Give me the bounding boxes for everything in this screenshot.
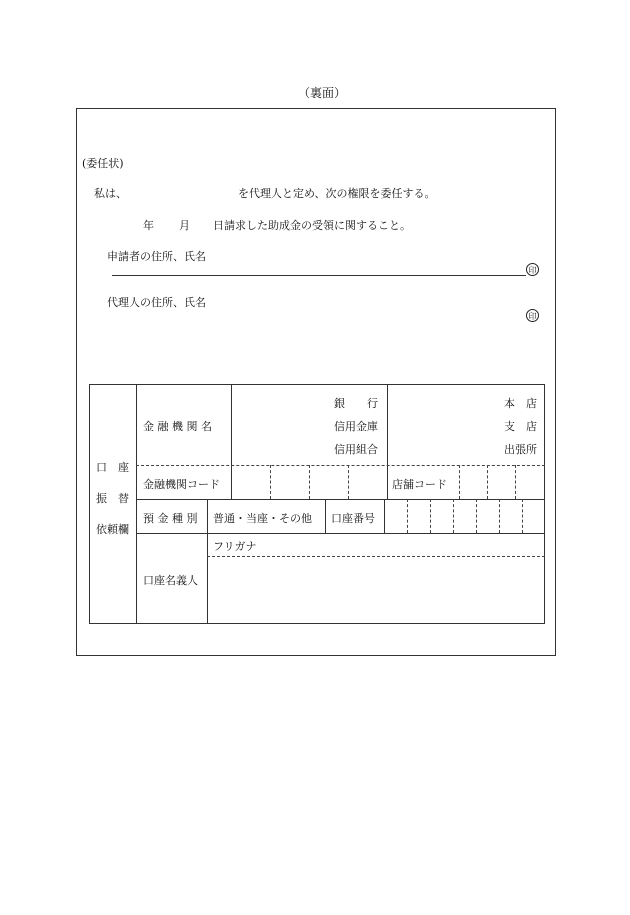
bank-code-field[interactable] (232, 466, 386, 498)
deposit-type-label: 預 金 種 別 (143, 512, 198, 525)
branch-code-field[interactable] (460, 466, 544, 498)
date-day-text: 日請求した助成金の受領に関すること。 (213, 219, 411, 232)
branch-code-label: 店舗コード (392, 478, 447, 491)
applicant-label: 申請者の住所、氏名 (107, 250, 206, 263)
furigana-separator (207, 556, 545, 557)
row-divider-2 (136, 533, 545, 534)
account-number-field[interactable] (385, 500, 544, 532)
deposit-label-divider (207, 499, 208, 624)
sentence1-suffix: を代理人と定め、次の権限を委任する。 (238, 187, 436, 200)
agent-field[interactable] (112, 304, 526, 320)
branch-type-main: 本 店 (504, 397, 537, 410)
date-year-label: 年 (143, 219, 154, 232)
agent-seal-icon: 印 (526, 309, 539, 322)
side-column-divider (136, 384, 137, 624)
branch-name-field[interactable] (390, 392, 496, 458)
section-title: (委任状) (82, 157, 124, 170)
date-month-label: 月 (179, 219, 190, 232)
branch-type-office: 出張所 (504, 443, 537, 456)
account-holder-label: 口座名義人 (143, 574, 198, 587)
applicant-underline (112, 275, 526, 276)
agent-name-field[interactable] (128, 183, 234, 199)
side-label-line3: 依頼欄 (96, 523, 129, 536)
deposit-type-options[interactable]: 普通・当座・その他 (213, 512, 312, 525)
bank-name-label: 金 融 機 関 名 (143, 420, 212, 433)
applicant-seal-icon: 印 (526, 263, 539, 276)
applicant-field[interactable] (112, 258, 526, 274)
deposit-options-divider (325, 499, 326, 533)
agent-label: 代理人の住所、氏名 (107, 296, 206, 309)
date-month-field[interactable] (157, 215, 177, 231)
bank-type-kumiai: 信用組合 (334, 443, 378, 456)
date-day-field[interactable] (193, 215, 211, 231)
side-label-line1: 口 座 (96, 461, 129, 474)
bank-code-label: 金融機関コード (143, 478, 220, 491)
furigana-field[interactable] (262, 536, 542, 554)
branch-type-branch: 支 店 (504, 420, 537, 433)
bank-name-field[interactable] (234, 392, 330, 458)
date-year-field[interactable] (100, 215, 140, 231)
account-holder-field[interactable] (209, 558, 543, 622)
sentence1-prefix: 私は、 (94, 187, 127, 200)
furigana-label: フリガナ (213, 540, 257, 553)
side-label-line2: 振 替 (96, 492, 129, 505)
bank-type-shinkin: 信用金庫 (334, 420, 378, 433)
account-number-label: 口座番号 (331, 512, 375, 525)
bank-type-bank: 銀 行 (334, 397, 378, 410)
page-title: （裏面） (298, 86, 347, 100)
bank-branch-divider (387, 384, 388, 499)
